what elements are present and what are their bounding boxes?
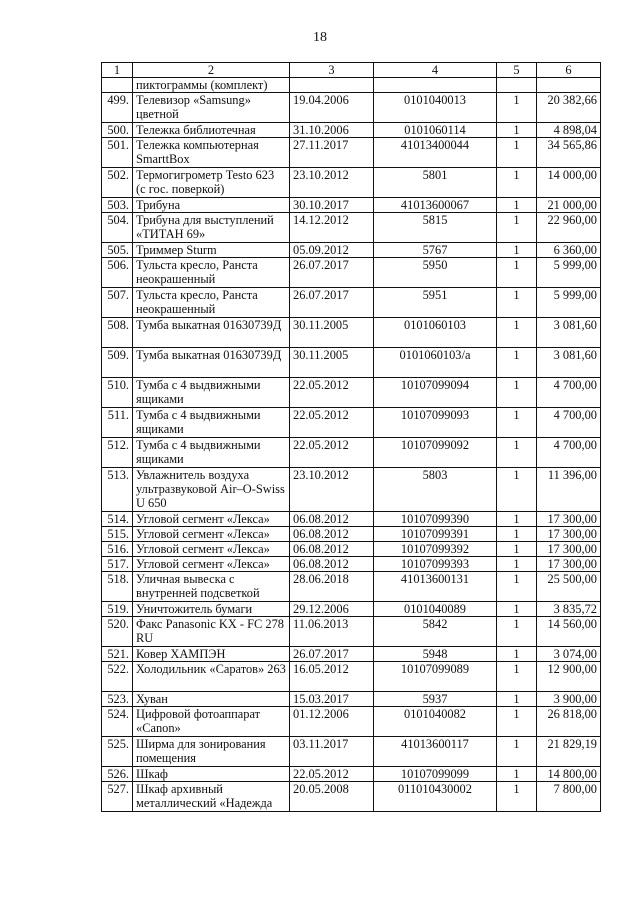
cell-inventory-code: 10107099093 <box>374 408 497 438</box>
cell-cost: 17 300,00 <box>537 512 601 527</box>
cell-number: 520. <box>102 617 133 647</box>
table-row <box>102 243 601 258</box>
cell-quantity: 1 <box>497 737 537 767</box>
header-cell: 2 <box>133 63 290 78</box>
cell-cost: 20 382,66 <box>537 93 601 123</box>
cell-number: 509. <box>102 348 133 378</box>
cell-inventory-code: 0101040082 <box>374 707 497 737</box>
table-row <box>102 123 601 138</box>
cell-number: 502. <box>102 168 133 198</box>
cell-inventory-code: 5948 <box>374 647 497 662</box>
cell-inventory-code: 41013600117 <box>374 737 497 767</box>
cell-date: 26.07.2017 <box>290 288 374 318</box>
cell-inventory-code: 10107099392 <box>374 542 497 557</box>
cell-cost: 4 700,00 <box>537 438 601 468</box>
cell-date: 06.08.2012 <box>290 542 374 557</box>
table-row <box>102 572 601 602</box>
cell-inventory-code: 5767 <box>374 243 497 258</box>
cell-quantity: 1 <box>497 647 537 662</box>
cell-name: Уничтожитель бумаги <box>133 602 290 617</box>
cell-number: 501. <box>102 138 133 168</box>
cell-date: 23.10.2012 <box>290 168 374 198</box>
cell-inventory-code <box>374 78 497 93</box>
cell-date: 30.11.2005 <box>290 348 374 378</box>
cell-quantity: 1 <box>497 557 537 572</box>
cell-name: Увлажнитель воздуха ультразвуковой Air–O-Swiss U 650 <box>133 468 290 512</box>
table-row <box>102 213 601 243</box>
table-row <box>102 318 601 348</box>
cell-name: Угловой сегмент «Лекса» <box>133 557 290 572</box>
cell-number: 524. <box>102 707 133 737</box>
cell-inventory-code: 0101060103 <box>374 318 497 348</box>
header-cell: 6 <box>537 63 601 78</box>
cell-quantity: 1 <box>497 512 537 527</box>
cell-date: 23.10.2012 <box>290 468 374 512</box>
table-row <box>102 782 601 812</box>
cell-name: Угловой сегмент «Лекса» <box>133 527 290 542</box>
cell-number: 507. <box>102 288 133 318</box>
cell-quantity: 1 <box>497 767 537 782</box>
cell-quantity: 1 <box>497 468 537 512</box>
table-row <box>102 378 601 408</box>
cell-number: 511. <box>102 408 133 438</box>
table-row <box>102 198 601 213</box>
cell-name: Факс Panasonic KX - FC 278 RU <box>133 617 290 647</box>
cell-name: Тумба с 4 выдвижными ящиками <box>133 378 290 408</box>
cell-number: 522. <box>102 662 133 692</box>
cell-quantity: 1 <box>497 782 537 812</box>
cell-date: 22.05.2012 <box>290 408 374 438</box>
cell-name: Трибуна для выступлений «ТИТАН 69» <box>133 213 290 243</box>
table-row <box>102 527 601 542</box>
cell-date: 11.06.2013 <box>290 617 374 647</box>
cell-date: 14.12.2012 <box>290 213 374 243</box>
cell-name: Термогигрометр Testo 623 (с гос. поверкой) <box>133 168 290 198</box>
cell-number: 500. <box>102 123 133 138</box>
cell-quantity: 1 <box>497 572 537 602</box>
cell-name: Шкаф архивный металлический «Надежда <box>133 782 290 812</box>
cell-quantity: 1 <box>497 662 537 692</box>
cell-date: 26.07.2017 <box>290 258 374 288</box>
cell-date: 06.08.2012 <box>290 512 374 527</box>
cell-inventory-code: 5950 <box>374 258 497 288</box>
cell-name: Цифровой фотоаппарат «Canon» <box>133 707 290 737</box>
cell-name: Тульста кресло, Ранста неокрашенный <box>133 258 290 288</box>
cell-cost: 17 300,00 <box>537 542 601 557</box>
cell-name: Тумба выкатная 01630739Д <box>133 348 290 378</box>
table-row <box>102 288 601 318</box>
cell-quantity: 1 <box>497 707 537 737</box>
table-row <box>102 707 601 737</box>
cell-inventory-code: 0101060103/а <box>374 348 497 378</box>
cell-cost: 7 800,00 <box>537 782 601 812</box>
cell-quantity: 1 <box>497 318 537 348</box>
cell-quantity: 1 <box>497 288 537 318</box>
table-row <box>102 557 601 572</box>
cell-cost: 26 818,00 <box>537 707 601 737</box>
cell-date: 29.12.2006 <box>290 602 374 617</box>
header-cell: 1 <box>102 63 133 78</box>
cell-cost: 12 900,00 <box>537 662 601 692</box>
cell-name: Уличная вывеска с внутренней подсветкой <box>133 572 290 602</box>
cell-number: 517. <box>102 557 133 572</box>
cell-cost <box>537 78 601 93</box>
cell-cost: 5 999,00 <box>537 258 601 288</box>
cell-date: 01.12.2006 <box>290 707 374 737</box>
cell-cost: 3 081,60 <box>537 318 601 348</box>
cell-inventory-code: 41013600067 <box>374 198 497 213</box>
cell-date: 15.03.2017 <box>290 692 374 707</box>
cell-quantity: 1 <box>497 243 537 258</box>
cell-name: Трибуна <box>133 198 290 213</box>
cell-quantity: 1 <box>497 378 537 408</box>
cell-inventory-code: 10107099099 <box>374 767 497 782</box>
cell-quantity: 1 <box>497 168 537 198</box>
cell-number: 518. <box>102 572 133 602</box>
cell-inventory-code: 41013400044 <box>374 138 497 168</box>
cell-inventory-code: 41013600131 <box>374 572 497 602</box>
cell-quantity: 1 <box>497 348 537 378</box>
cell-number: 515. <box>102 527 133 542</box>
table-row <box>102 512 601 527</box>
inventory-table-body <box>102 63 601 812</box>
cell-number: 526. <box>102 767 133 782</box>
table-row <box>102 468 601 512</box>
header-cell: 5 <box>497 63 537 78</box>
table-row <box>102 348 601 378</box>
cell-inventory-code: 10107099393 <box>374 557 497 572</box>
cell-date: 05.09.2012 <box>290 243 374 258</box>
cell-name: Холодильник «Саратов» 263 <box>133 662 290 692</box>
cell-inventory-code: 10107099391 <box>374 527 497 542</box>
cell-number: 521. <box>102 647 133 662</box>
cell-cost: 4 700,00 <box>537 378 601 408</box>
table-row <box>102 438 601 468</box>
cell-date: 30.10.2017 <box>290 198 374 213</box>
table-row <box>102 647 601 662</box>
table-row <box>102 737 601 767</box>
cell-date: 26.07.2017 <box>290 647 374 662</box>
cell-inventory-code: 5801 <box>374 168 497 198</box>
cell-name: Тележка компьютерная SmarttBox <box>133 138 290 168</box>
table-row <box>102 617 601 647</box>
cell-inventory-code: 10107099390 <box>374 512 497 527</box>
cell-number: 513. <box>102 468 133 512</box>
table-row <box>102 258 601 288</box>
cell-cost: 22 960,00 <box>537 213 601 243</box>
cell-cost: 3 081,60 <box>537 348 601 378</box>
cell-number: 510. <box>102 378 133 408</box>
cell-inventory-code: 10107099092 <box>374 438 497 468</box>
cell-date: 31.10.2006 <box>290 123 374 138</box>
cell-number: 505. <box>102 243 133 258</box>
cell-date: 28.06.2018 <box>290 572 374 602</box>
cell-inventory-code: 5842 <box>374 617 497 647</box>
cell-number: 525. <box>102 737 133 767</box>
cell-inventory-code: 0101060114 <box>374 123 497 138</box>
cell-quantity: 1 <box>497 93 537 123</box>
cell-inventory-code: 0101040089 <box>374 602 497 617</box>
cell-cost: 21 829,19 <box>537 737 601 767</box>
cell-quantity: 1 <box>497 602 537 617</box>
cell-date: 22.05.2012 <box>290 438 374 468</box>
cell-number: 504. <box>102 213 133 243</box>
table-row <box>102 93 601 123</box>
cell-number: 516. <box>102 542 133 557</box>
cell-name: Угловой сегмент «Лекса» <box>133 542 290 557</box>
cell-date: 30.11.2005 <box>290 318 374 348</box>
table-row <box>102 408 601 438</box>
header-cell: 3 <box>290 63 374 78</box>
cell-name: Триммер Sturm <box>133 243 290 258</box>
cell-inventory-code: 5815 <box>374 213 497 243</box>
cell-number: 519. <box>102 602 133 617</box>
table-row <box>102 602 601 617</box>
cell-cost: 14 800,00 <box>537 767 601 782</box>
cell-date: 27.11.2017 <box>290 138 374 168</box>
table-row <box>102 767 601 782</box>
header-cell: 4 <box>374 63 497 78</box>
cell-name: Шкаф <box>133 767 290 782</box>
cell-quantity: 1 <box>497 438 537 468</box>
table-row <box>102 542 601 557</box>
page-number: 18 <box>313 30 327 45</box>
cell-quantity: 1 <box>497 542 537 557</box>
continuation-row <box>102 78 601 93</box>
cell-number: 523. <box>102 692 133 707</box>
cell-name: Тумба с 4 выдвижными ящиками <box>133 438 290 468</box>
cell-cost: 14 000,00 <box>537 168 601 198</box>
cell-quantity: 1 <box>497 527 537 542</box>
cell-cost: 3 074,00 <box>537 647 601 662</box>
cell-cost: 3 900,00 <box>537 692 601 707</box>
cell-date: 06.08.2012 <box>290 527 374 542</box>
cell-number <box>102 78 133 93</box>
cell-quantity: 1 <box>497 213 537 243</box>
cell-cost: 14 560,00 <box>537 617 601 647</box>
cell-name: Телевизор «Samsung» цветной <box>133 93 290 123</box>
cell-date: 19.04.2006 <box>290 93 374 123</box>
cell-inventory-code: 011010430002 <box>374 782 497 812</box>
cell-date: 16.05.2012 <box>290 662 374 692</box>
cell-date: 22.05.2012 <box>290 767 374 782</box>
cell-number: 508. <box>102 318 133 348</box>
cell-number: 512. <box>102 438 133 468</box>
cell-cost: 5 999,00 <box>537 288 601 318</box>
cell-name: Ковер ХАМПЭН <box>133 647 290 662</box>
cell-date: 22.05.2012 <box>290 378 374 408</box>
cell-name: Тележка библиотечная <box>133 123 290 138</box>
cell-inventory-code: 5803 <box>374 468 497 512</box>
cell-number: 514. <box>102 512 133 527</box>
table-row <box>102 168 601 198</box>
cell-date: 03.11.2017 <box>290 737 374 767</box>
cell-inventory-code: 5951 <box>374 288 497 318</box>
cell-date: 06.08.2012 <box>290 557 374 572</box>
cell-inventory-code: 5937 <box>374 692 497 707</box>
inventory-table <box>101 62 601 812</box>
cell-name: Ширма для зонирования помещения <box>133 737 290 767</box>
cell-number: 506. <box>102 258 133 288</box>
cell-inventory-code: 0101040013 <box>374 93 497 123</box>
cell-number: 499. <box>102 93 133 123</box>
table-row <box>102 692 601 707</box>
table-row <box>102 662 601 692</box>
cell-quantity: 1 <box>497 692 537 707</box>
cell-quantity: 1 <box>497 617 537 647</box>
cell-quantity: 1 <box>497 123 537 138</box>
cell-cost: 6 360,00 <box>537 243 601 258</box>
cell-date: 20.05.2008 <box>290 782 374 812</box>
cell-cost: 25 500,00 <box>537 572 601 602</box>
table-row <box>102 138 601 168</box>
cell-name: Угловой сегмент «Лекса» <box>133 512 290 527</box>
cell-number: 527. <box>102 782 133 812</box>
cell-cost: 4 898,04 <box>537 123 601 138</box>
cell-cost: 17 300,00 <box>537 557 601 572</box>
cell-name: Тумба выкатная 01630739Д <box>133 318 290 348</box>
cell-inventory-code: 10107099094 <box>374 378 497 408</box>
cell-cost: 21 000,00 <box>537 198 601 213</box>
cell-cost: 3 835,72 <box>537 602 601 617</box>
cell-name: Тульста кресло, Ранста неокрашенный <box>133 288 290 318</box>
cell-quantity: 1 <box>497 198 537 213</box>
header-row <box>102 63 601 78</box>
cell-cost: 11 396,00 <box>537 468 601 512</box>
cell-quantity: 1 <box>497 408 537 438</box>
cell-cost: 34 565,86 <box>537 138 601 168</box>
cell-cost: 17 300,00 <box>537 527 601 542</box>
cell-name: Хуван <box>133 692 290 707</box>
cell-name: Тумба с 4 выдвижными ящиками <box>133 408 290 438</box>
cell-inventory-code: 10107099089 <box>374 662 497 692</box>
cell-name: пиктограммы (комплект) <box>133 78 290 93</box>
cell-number: 503. <box>102 198 133 213</box>
cell-date <box>290 78 374 93</box>
cell-cost: 4 700,00 <box>537 408 601 438</box>
cell-quantity: 1 <box>497 138 537 168</box>
cell-quantity <box>497 78 537 93</box>
cell-quantity: 1 <box>497 258 537 288</box>
